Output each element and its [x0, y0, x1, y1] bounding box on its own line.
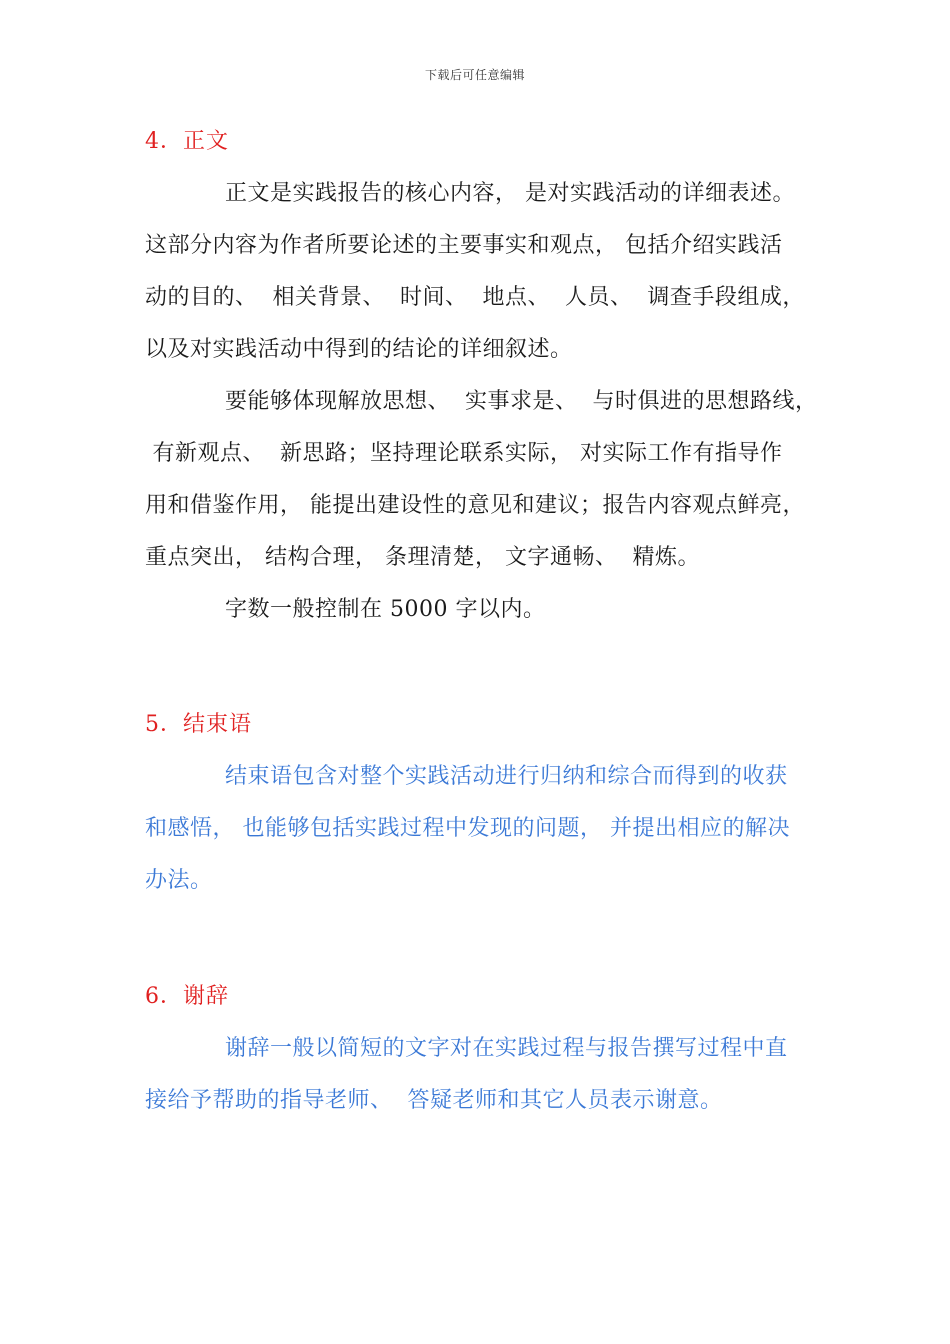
paragraph-line: 接给予帮助的指导老师、 答疑老师和其它人员表示谢意。: [145, 1088, 723, 1113]
paragraph-line: 动的目的、 相关背景、 时间、 地点、 人员、 调查手段组成，: [145, 285, 805, 310]
paragraph-line: 重点突出， 结构合理， 条理清楚， 文字通畅、 精炼。: [145, 545, 700, 570]
paragraph-line: 办法。: [145, 868, 213, 893]
paragraph-line: 有新观点、 新思路；坚持理论联系实际， 对实际工作有指导作: [145, 441, 783, 466]
paragraph-line: 正文是实践报告的核心内容， 是对实践活动的详细表述。: [225, 181, 795, 206]
section-heading-conclusion: 5．结束语: [145, 712, 252, 737]
paragraph-line: 结束语包含对整个实践活动进行归纳和综合而得到的收获: [225, 764, 788, 789]
paragraph-line: 要能够体现解放思想、 实事求是、 与时俱进的思想路线，: [225, 389, 818, 414]
paragraph-line: 字数一般控制在 5000 字以内。: [225, 597, 546, 622]
paragraph-line: 谢辞一般以简短的文字对在实践过程与报告撰写过程中直: [225, 1036, 788, 1061]
section-heading-body: 4．正文: [145, 129, 229, 154]
section-heading-acknowledgements: 6．谢辞: [145, 984, 229, 1009]
paragraph-line: 这部分内容为作者所要论述的主要事实和观点， 包括介绍实践活: [145, 233, 783, 258]
paragraph-line: 和感悟， 也能够包括实践过程中发现的问题， 并提出相应的解决: [145, 816, 790, 841]
paragraph-line: 以及对实践活动中得到的结论的详细叙述。: [145, 337, 573, 362]
paragraph-line: 用和借鉴作用， 能提出建设性的意见和建议；报告内容观点鲜亮，: [145, 493, 805, 518]
page-header: 下载后可任意编辑: [424, 68, 525, 82]
